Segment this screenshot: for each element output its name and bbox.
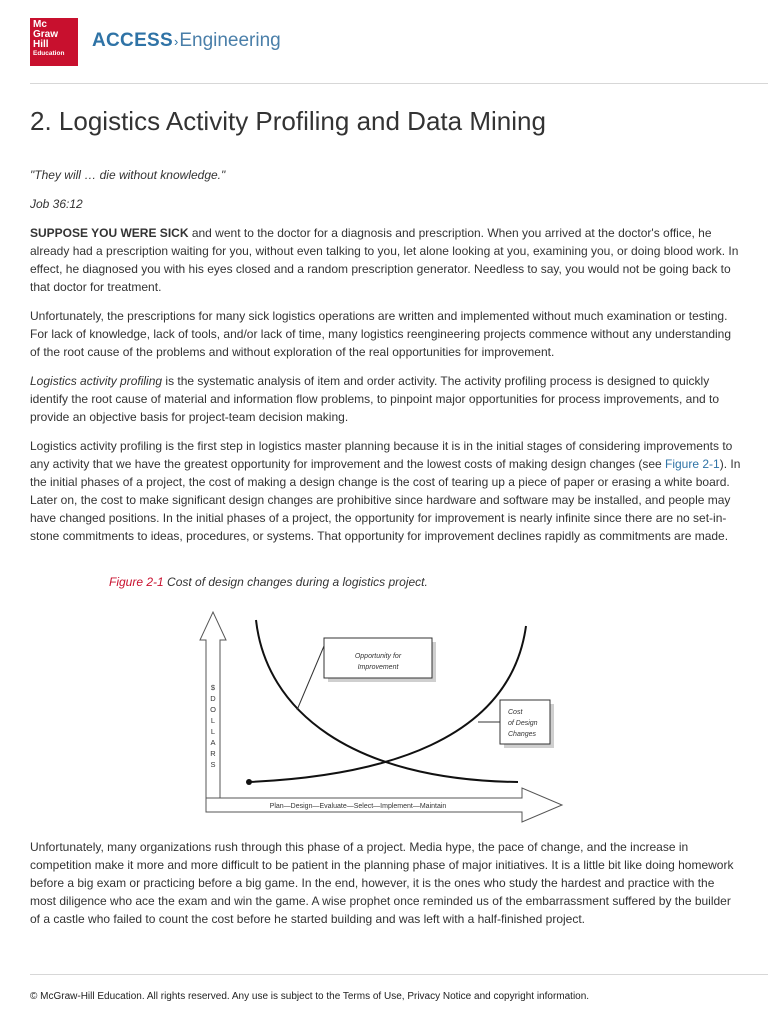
x-axis-label: Plan—Design—Evaluate—Select—Implement—Maintain — [269, 803, 447, 810]
y-axis-letter: S — [210, 760, 216, 769]
cost-label: Changes — [508, 731, 537, 738]
figure-caption: Figure 2-1 Cost of design changes during a logistics project. — [109, 575, 428, 589]
cost-label: of Design — [508, 720, 538, 727]
y-axis-letter: O — [210, 705, 216, 714]
paragraph-1: SUPPOSE YOU WERE SICK and went to the doctor for a diagnosis and prescription. When you arrived at the doctor's office, he already had a prescription waiting for you, without even talking to you, let alone looking at you, examining you, or doing blood work. In effect, he diagnosed you with his eyes closed and a random prescription generator. Needless to say, you would not be going back to that doctor for treatment. — [30, 226, 739, 294]
page-title: 2. Logistics Activity Profiling and Data Mining — [30, 106, 546, 136]
brand-access: ACCESS — [92, 30, 173, 51]
brand-engineering: Engineering — [179, 30, 281, 51]
paragraph-4: Logistics activity profiling is the first step in logistics master planning because it is in the initial stages of considering improvements to any activity that we have the greatest opportunity for improvement and the lowest costs of making design changes (see Figure 2-1). In the initial phases of a project, the cost of making a design change is the cost of tearing up a piece of paper or erasing a white board. Later on, the cost to make significant design changes are prohibitive since hardware and software may be installed, and people may have changed positions. In the initial phases of a project, the opportunity for improvement is nearly infinite since there are no set-in-stone commitments to ideas, procedures, or systems. That opportunity for improvement declines rapidly as commitments are made. — [30, 439, 741, 543]
header-divider — [30, 83, 768, 84]
figure-2-1-link[interactable]: Figure 2-1 — [665, 457, 720, 471]
epigraph-source: Job 36:12 — [30, 197, 83, 211]
y-axis-letter: L — [210, 727, 216, 736]
y-axis-letter: D — [210, 694, 216, 703]
logo-line: Hill — [33, 39, 49, 50]
paragraph-5: Unfortunately, many organizations rush through this phase of a project. Media hype, the pace of change, and the increase in competition make it more and more difficult to be patient in the planning phase of major initiatives. It is a little bit like doing homework before a big exam or practicing before a big game. In the end, however, it is the ones who study the hardest and practice with the most diligence who ace the exam and win the game. A wise prophet once reminded us of the embarrassment suffered by the builder of a castle who failed to count the cost before he started building and was left with a half-finished project. — [30, 840, 734, 926]
logo-line: Mc — [33, 19, 47, 30]
cost-label: Cost — [508, 709, 523, 716]
y-axis-letter: R — [210, 749, 216, 758]
article-body-continued — [30, 838, 742, 928]
chevron-right-icon: › — [173, 34, 179, 49]
y-axis-letter: A — [210, 738, 216, 747]
logo-line: Graw — [33, 29, 59, 40]
access-engineering-logo[interactable] — [92, 30, 281, 52]
figure-2-1-diagram — [180, 600, 580, 825]
figure-label: Figure 2-1 — [109, 575, 164, 589]
y-axis-letter: L — [210, 716, 216, 725]
site-header — [30, 18, 768, 84]
opportunity-label: Opportunity for — [354, 653, 402, 660]
paragraph-3: Logistics activity profiling is the systematic analysis of item and order activity. The activity profiling process is designed to quickly identify the root cause of material and information flow problems, to pinpoint major opportunities for process improvements, and to provide an objective basis for project-team decision making. — [30, 374, 720, 424]
footer-divider — [30, 974, 768, 975]
term: Logistics activity profiling — [30, 374, 163, 388]
mcgraw-hill-logo[interactable] — [30, 18, 78, 66]
article-body — [30, 166, 742, 556]
lead-in: SUPPOSE YOU WERE SICK — [30, 226, 189, 240]
logo-line: Education — [33, 50, 65, 57]
copyright-footer: © McGraw-Hill Education. All rights reserved. Any use is subject to the Terms of Use, Privacy Notice and copyright information. — [30, 991, 590, 1002]
paragraph-2: Unfortunately, the prescriptions for many sick logistics operations are written and implemented without much examination or testing. For lack of knowledge, lack of tools, and/or lack of time, many logistics reengineering projects commence without any understanding of the root cause of the problems and without exploration of the real opportunities for improvement. — [30, 309, 732, 359]
opportunity-label: Improvement — [357, 664, 399, 671]
y-axis-letter: $ — [210, 683, 216, 692]
opportunity-pointer — [297, 646, 324, 710]
curve-start-dot — [246, 779, 252, 785]
epigraph-quote: "They will … die without knowledge." — [30, 168, 226, 182]
